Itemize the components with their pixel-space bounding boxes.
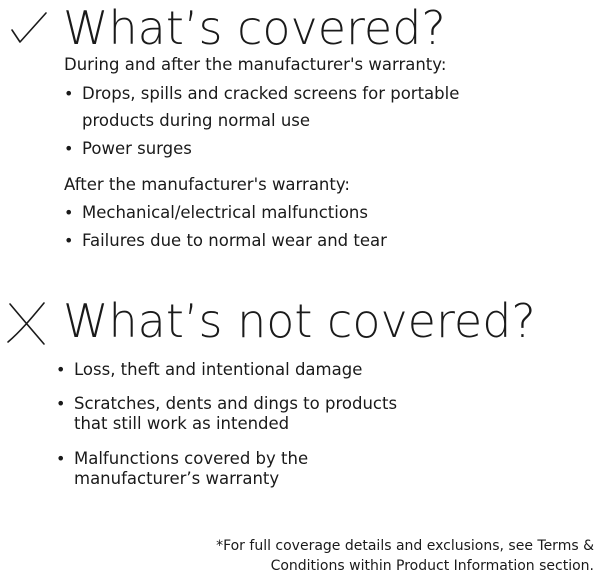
covered-section-label: After the manufacturer's warranty: [64, 175, 350, 194]
footnote-line: *For full coverage details and exclusions, see Terms & [216, 538, 594, 554]
bullet: • [64, 231, 74, 250]
list-item: Malfunctions covered by the [74, 449, 309, 468]
list-item: Failures due to normal wear and tear [82, 231, 387, 250]
x-icon [4, 300, 50, 346]
list-item-continued: that still work as intended [74, 414, 290, 433]
list-item: Scratches, dents and dings to products [74, 394, 398, 413]
list-item: Loss, theft and intentional damage [74, 360, 363, 379]
footnote [216, 536, 594, 576]
list-item-continued: manufacturer’s warranty [74, 469, 280, 488]
bullet: • [64, 84, 74, 103]
list-item: Mechanical/electrical malfunctions [82, 203, 368, 222]
check-icon [10, 10, 50, 44]
not-covered-heading: What’s not covered? [63, 294, 536, 348]
covered-section-label: During and after the manufacturer's warranty: [64, 55, 447, 74]
footnote-line: Conditions within Product Information section. [270, 558, 594, 574]
list-item: Drops, spills and cracked screens for portable [82, 84, 460, 103]
list-item: Power surges [82, 139, 192, 158]
bullet: • [64, 203, 74, 222]
bullet: • [56, 449, 66, 468]
bullet: • [56, 360, 66, 379]
covered-heading: What’s covered? [63, 1, 446, 55]
list-item-continued: products during normal use [82, 111, 311, 130]
bullet: • [64, 139, 74, 158]
bullet: • [56, 394, 66, 413]
